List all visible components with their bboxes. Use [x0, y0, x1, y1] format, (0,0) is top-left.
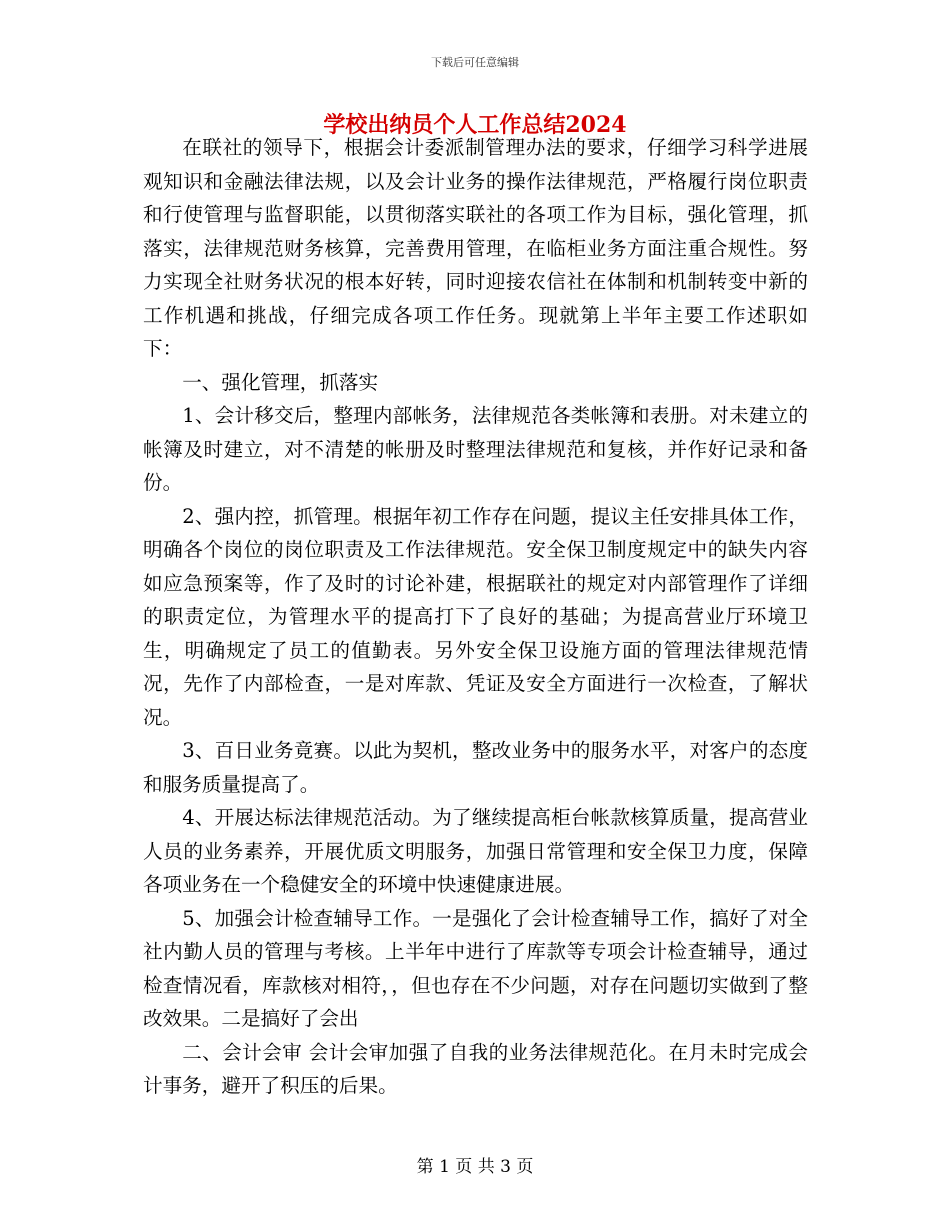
paragraph: 2、强内控，抓管理。根据年初工作存在问题，提议主任安排具体工作，明确各个岗位的岗位职责及工作法律规范。安全保卫制度规定中的缺失内容如应急预案等，作了及时的讨论补建，根据联社的规定对内部管理作了详细的职责定位，为管理水平的提高打下了良好的基础；为提高营业厅环境卫生，明确规定了员工的值勤表。另外安全保卫设施方面的管理法律规范情况，先作了内部检查，一是对库款、凭证及安全方面进行一次检查，了解状况。 [143, 504, 808, 729]
paragraph: 5、加强会计检查辅导工作。一是强化了会计检查辅导工作，搞好了对全社内勤人员的管理与考核。上半年中进行了库款等专项会计检查辅导，通过检查情况看，库款核对相符，，但也存在不少问题，对存在问题切实做到了整改效果。二是搞好了会出 [143, 906, 808, 1030]
paragraph: 4、开展达标法律规范活动。为了继续提高柜台帐款核算质量，提高营业人员的业务素养，开展优质文明服务，加强日常管理和安全保卫力度，保障各项业务在一个稳健安全的环境中快速健康进展。 [143, 806, 808, 896]
page-number: 第 1 页 共 3 页 [416, 1157, 534, 1177]
paragraph: 3、百日业务竟赛。以此为契机，整改业务中的服务水平，对客户的态度和服务质量提高了。 [143, 739, 808, 796]
header-note: 下载后可任意编辑 [431, 56, 519, 69]
document-body [143, 131, 808, 1103]
document-title: 学校出纳员个人工作总结2024 [323, 112, 627, 138]
paragraph: 1、会计移交后，整理内部帐务，法律规范各类帐簿和表册。对未建立的帐簿及时建立，对不清楚的帐册及时整理法律规范和复核，并作好记录和备份。 [143, 404, 808, 494]
paragraph: 在联社的领导下，根据会计委派制管理办法的要求，仔细学习科学进展观知识和金融法律法规，以及会计业务的操作法律规范，严格履行岗位职责和行使管理与监督职能，以贯彻落实联社的各项工作为目标，强化管理，抓落实，法律规范财务核算，完善费用管理，在临柜业务方面注重合规性。努力实现全社财务状况的根本好转，同时迎接农信社在体制和机制转变中新的工作机遇和挑战，仔细完成各项工作任务。现就第上半年主要工作述职如下： [143, 136, 808, 360]
paragraph: 二、会计会审 会计会审加强了自我的业务法律规范化。在月未时完成会计事务，避开了积压的后果。 [143, 1040, 808, 1097]
section-heading: 一、强化管理，抓落实 [182, 370, 379, 394]
